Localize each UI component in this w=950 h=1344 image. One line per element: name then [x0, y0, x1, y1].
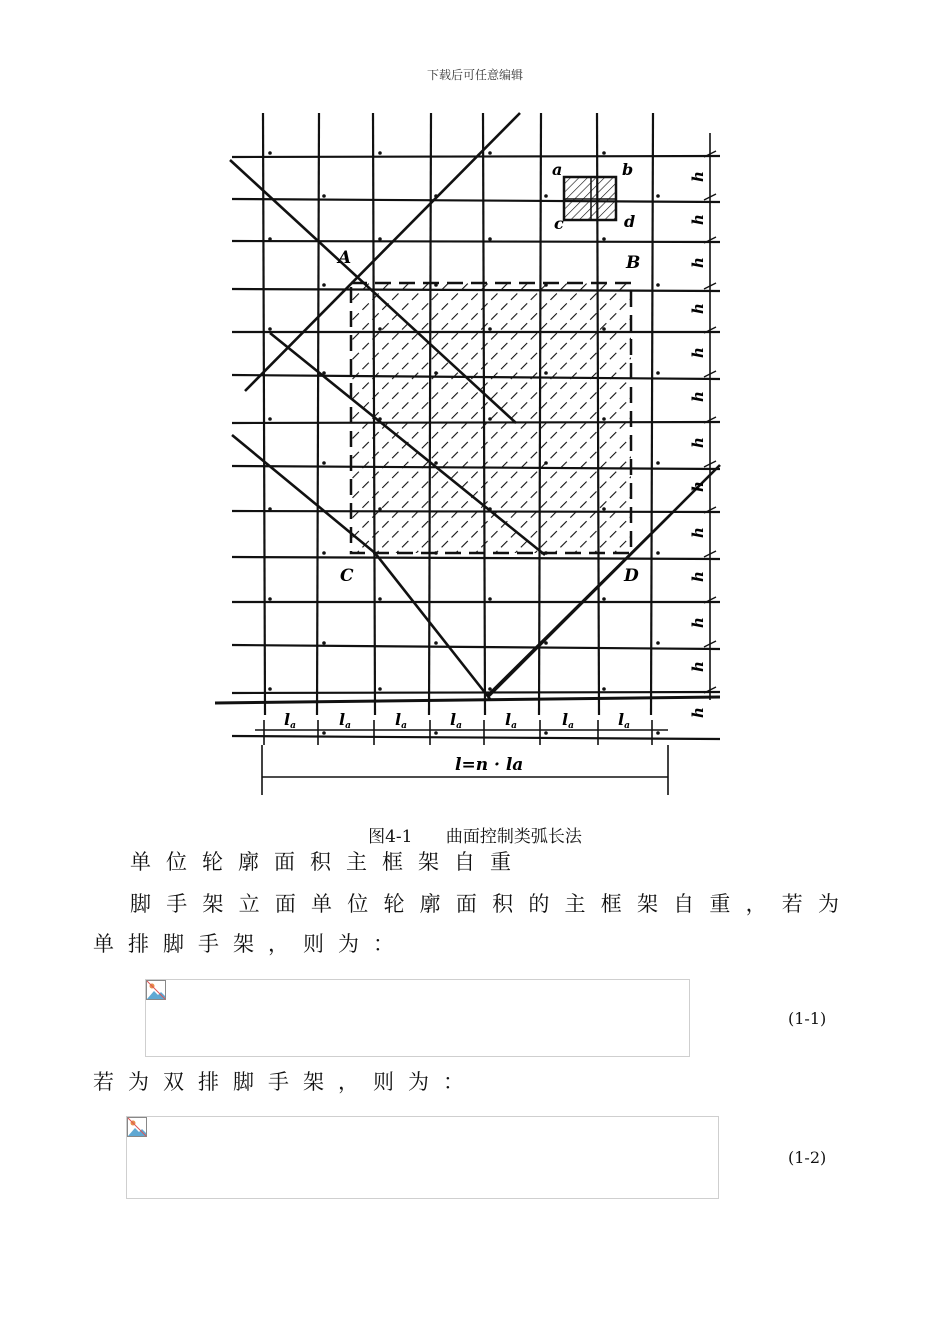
node-dot	[322, 731, 326, 735]
equation-number-2: (1-2)	[788, 1148, 827, 1167]
node-dot	[544, 194, 548, 198]
node-dot	[488, 687, 492, 691]
page-header: 下载后可任意编辑	[426, 68, 523, 82]
node-dot	[488, 597, 492, 601]
horizontal-bar	[232, 466, 720, 469]
node-dot	[322, 641, 326, 645]
column-label-la: la	[395, 710, 407, 731]
node-dot	[656, 551, 660, 555]
column-label-subscript: a	[511, 721, 517, 731]
row-label-h: h	[689, 617, 707, 628]
paragraph-double-row: 若为双排脚手架，则为：	[93, 1070, 478, 1094]
node-dot	[656, 731, 660, 735]
node-dot	[378, 327, 382, 331]
node-dot	[268, 417, 272, 421]
horizontal-bar	[232, 645, 720, 649]
paragraph-single-row: 脚手架立面单位轮廓面积的主框架自重，若为单排脚手架，则为：	[93, 892, 853, 956]
node-dot	[656, 283, 660, 287]
total-length-label: l=n · la	[455, 755, 524, 775]
node-dot	[378, 507, 382, 511]
node-dot	[602, 237, 606, 241]
column-label-subscript: a	[624, 721, 630, 731]
row-label-h: h	[689, 481, 707, 492]
equation-number-1: (1-1)	[788, 1009, 827, 1028]
column-label-la: la	[339, 710, 351, 731]
row-label-h: h	[689, 303, 707, 314]
horizontal-bar	[232, 241, 720, 242]
node-dot	[544, 461, 548, 465]
cell-label: d	[624, 212, 636, 231]
node-dot	[602, 327, 606, 331]
node-dot	[544, 283, 548, 287]
caption-number: 图4-1	[368, 827, 413, 847]
node-dot	[268, 687, 272, 691]
scaffold-diagram	[210, 105, 730, 805]
horizontal-bar	[232, 199, 720, 202]
point-label: C	[340, 566, 354, 586]
node-dot	[488, 151, 492, 155]
vertical-pole	[651, 113, 653, 715]
cell-label: c	[554, 214, 564, 233]
node-dot	[268, 327, 272, 331]
node-dot	[602, 417, 606, 421]
row-label-h: h	[689, 347, 707, 358]
row-label-h: h	[689, 661, 707, 672]
node-dot	[488, 327, 492, 331]
node-dot	[488, 237, 492, 241]
column-label-subscript: a	[568, 721, 574, 731]
column-label-la: la	[618, 710, 630, 731]
cell-label: b	[622, 160, 634, 179]
figure-caption	[0, 822, 950, 847]
column-label-subscript: a	[456, 721, 462, 731]
node-dot	[322, 194, 326, 198]
column-label-la: la	[450, 710, 462, 731]
node-dot	[488, 417, 492, 421]
node-dot	[378, 597, 382, 601]
horizontal-bar	[232, 511, 720, 512]
ground-line	[215, 697, 720, 703]
node-dot	[268, 507, 272, 511]
node-dot	[544, 371, 548, 375]
vertical-pole	[317, 113, 319, 715]
row-label-h: h	[689, 171, 707, 182]
broken-image-icon	[127, 1117, 147, 1137]
column-label-la: la	[562, 710, 574, 731]
cell-label: a	[552, 160, 563, 179]
node-dot	[434, 641, 438, 645]
node-dot	[656, 641, 660, 645]
column-label-subscript: a	[401, 721, 407, 731]
node-dot	[544, 551, 548, 555]
node-dot	[268, 151, 272, 155]
caption-title: 曲面控制类弧长法	[445, 827, 582, 847]
node-dot	[378, 151, 382, 155]
point-label: B	[626, 253, 641, 273]
vertical-pole	[263, 113, 265, 715]
node-dot	[488, 507, 492, 511]
diagonal-brace	[375, 553, 490, 699]
section-heading: 单位轮廓面积主框架自重	[130, 850, 526, 874]
node-dot	[434, 731, 438, 735]
node-dot	[378, 417, 382, 421]
column-label-la: la	[505, 710, 517, 731]
node-dot	[602, 507, 606, 511]
node-dot	[378, 237, 382, 241]
node-dot	[602, 151, 606, 155]
row-label-h: h	[689, 257, 707, 268]
row-label-h: h	[689, 571, 707, 582]
node-dot	[602, 687, 606, 691]
horizontal-bar	[232, 692, 720, 693]
node-dot	[602, 597, 606, 601]
horizontal-bar	[232, 289, 720, 291]
vertical-pole	[483, 113, 485, 715]
node-dot	[322, 551, 326, 555]
vertical-pole	[373, 113, 375, 715]
node-dot	[378, 687, 382, 691]
node-dot	[434, 461, 438, 465]
node-dot	[322, 283, 326, 287]
grid-lines	[215, 113, 720, 795]
node-dot	[434, 551, 438, 555]
equation-image-1	[145, 979, 690, 1057]
node-dot	[268, 597, 272, 601]
node-dot	[434, 283, 438, 287]
row-label-h: h	[689, 391, 707, 402]
horizontal-bar	[232, 422, 720, 423]
horizontal-bar	[232, 557, 720, 559]
horizontal-bar	[232, 736, 720, 739]
row-label-h: h	[689, 527, 707, 538]
equation-image-2	[126, 1116, 719, 1199]
point-label: A	[338, 248, 352, 268]
row-label-h: h	[689, 437, 707, 448]
node-dot	[434, 194, 438, 198]
broken-image-icon	[146, 980, 166, 1000]
node-dot	[322, 371, 326, 375]
column-label-la: la	[284, 710, 296, 731]
node-dot	[656, 371, 660, 375]
node-dot	[544, 731, 548, 735]
row-label-h: h	[689, 214, 707, 225]
vertical-pole	[539, 113, 541, 715]
node-dot	[268, 237, 272, 241]
column-label-subscript: a	[290, 721, 296, 731]
row-label-h: h	[689, 707, 707, 718]
node-dot	[544, 641, 548, 645]
node-dot	[434, 371, 438, 375]
node-dot	[656, 461, 660, 465]
column-label-subscript: a	[345, 721, 351, 731]
node-dot	[656, 194, 660, 198]
point-label: D	[624, 566, 639, 586]
node-dot	[322, 461, 326, 465]
